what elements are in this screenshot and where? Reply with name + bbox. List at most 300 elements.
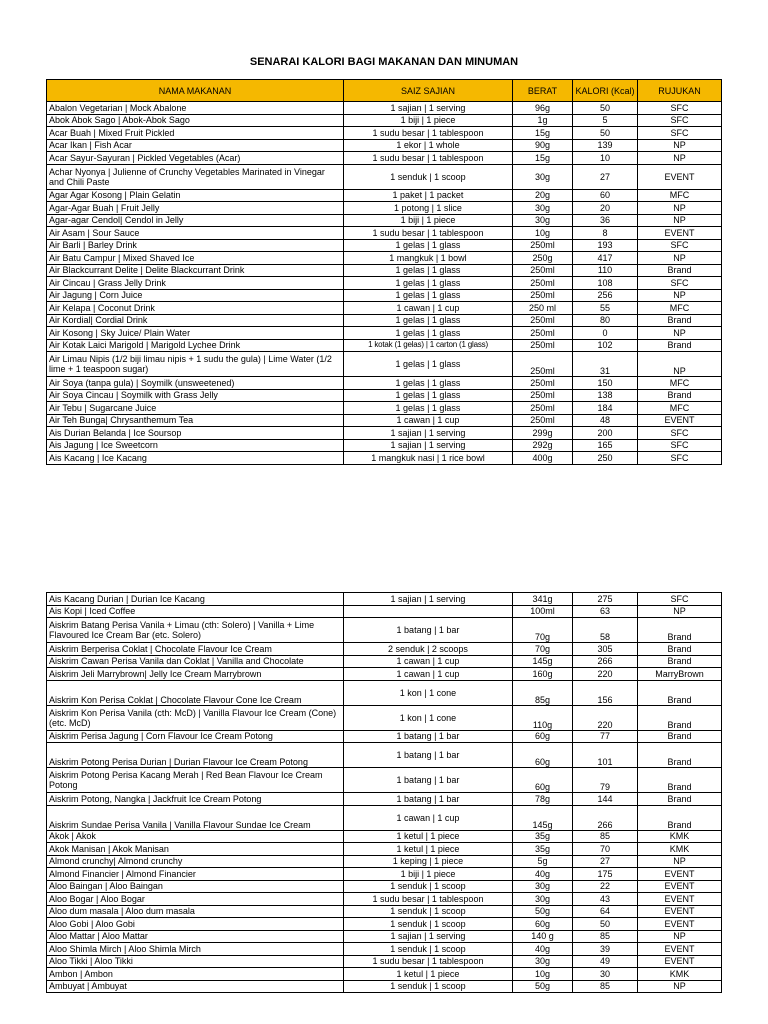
table-row — [47, 680, 722, 705]
weight-cell: 250ml — [513, 289, 573, 302]
table-row — [47, 980, 722, 993]
food-name-cell: Air Soya (tanpa gula) | Soymilk (unsweetened) — [47, 377, 344, 390]
header-reference: RUJUKAN — [638, 80, 722, 102]
food-name-cell: Ais Kacang | Ice Kacang — [47, 452, 344, 465]
reference-cell: NP — [638, 252, 722, 265]
weight-cell: 60g — [513, 768, 573, 793]
weight-cell: 85g — [513, 680, 573, 705]
serving-size-cell: 1 gelas | 1 glass — [344, 289, 513, 302]
weight-cell: 40g — [513, 868, 573, 881]
table-row — [47, 264, 722, 277]
serving-size-cell: 1 gelas | 1 glass — [344, 314, 513, 327]
serving-size-cell: 1 biji | 1 piece — [344, 114, 513, 127]
calories-cell: 165 — [573, 439, 638, 452]
weight-cell: 90g — [513, 139, 573, 152]
serving-size-cell: 1 sudu besar | 1 tablespoon — [344, 955, 513, 968]
table-row — [47, 289, 722, 302]
food-name-cell: Aiskrim Berperisa Coklat | Chocolate Flavour Ice Cream — [47, 643, 344, 656]
table-row — [47, 252, 722, 265]
calories-cell: 63 — [573, 605, 638, 618]
weight-cell: 30g — [513, 202, 573, 215]
reference-cell: MFC — [638, 377, 722, 390]
reference-cell: EVENT — [638, 164, 722, 189]
serving-size-cell: 1 senduk | 1 scoop — [344, 918, 513, 931]
reference-cell: Brand — [638, 264, 722, 277]
calories-cell: 85 — [573, 930, 638, 943]
food-name-cell: Aiskrim Batang Perisa Vanila + Limau (cth: Solero) | Vanilla + Lime Flavoured Ice Cream Bar (etc. Solero) — [47, 618, 344, 643]
weight-cell: 35g — [513, 843, 573, 856]
reference-cell: Brand — [638, 705, 722, 730]
calories-cell: 110 — [573, 264, 638, 277]
food-name-cell: Aloo Baingan | Aloo Baingan — [47, 880, 344, 893]
calories-cell: 80 — [573, 314, 638, 327]
reference-cell: NP — [638, 352, 722, 377]
reference-cell: NP — [638, 139, 722, 152]
table-row — [47, 327, 722, 340]
calories-cell: 220 — [573, 705, 638, 730]
serving-size-cell: 1 ketul | 1 piece — [344, 968, 513, 981]
table-row — [47, 427, 722, 440]
calories-cell: 50 — [573, 102, 638, 115]
table-row — [47, 189, 722, 202]
weight-cell: 35g — [513, 830, 573, 843]
table-row — [47, 152, 722, 165]
calories-cell: 31 — [573, 352, 638, 377]
calories-cell: 60 — [573, 189, 638, 202]
weight-cell: 292g — [513, 439, 573, 452]
calories-cell: 102 — [573, 339, 638, 352]
calories-cell: 79 — [573, 768, 638, 793]
weight-cell: 250ml — [513, 377, 573, 390]
food-name-cell: Air Kotak Laici Marigold | Marigold Lychee Drink — [47, 339, 344, 352]
reference-cell: EVENT — [638, 918, 722, 931]
weight-cell: 5g — [513, 855, 573, 868]
food-name-cell: Agar-Agar Buah | Fruit Jelly — [47, 202, 344, 215]
food-name-cell: Air Kordial| Cordial Drink — [47, 314, 344, 327]
table-row — [47, 843, 722, 856]
reference-cell: NP — [638, 930, 722, 943]
food-name-cell: Aiskrim Kon Perisa Coklat | Chocolate Flavour Cone Ice Cream — [47, 680, 344, 705]
reference-cell: KMK — [638, 968, 722, 981]
table-row — [47, 377, 722, 390]
serving-size-cell: 1 gelas | 1 glass — [344, 264, 513, 277]
serving-size-cell: 1 sajian | 1 serving — [344, 930, 513, 943]
food-name-cell: Acar Sayur-Sayuran | Pickled Vegetables (Acar) — [47, 152, 344, 165]
serving-size-cell: 1 gelas | 1 glass — [344, 327, 513, 340]
food-name-cell: Air Batu Campur | Mixed Shaved Ice — [47, 252, 344, 265]
serving-size-cell: 1 sajian | 1 serving — [344, 439, 513, 452]
reference-cell: NP — [638, 605, 722, 618]
table-row — [47, 705, 722, 730]
table-row — [47, 314, 722, 327]
food-name-cell: Air Barli | Barley Drink — [47, 239, 344, 252]
table-row — [47, 389, 722, 402]
serving-size-cell: 1 senduk | 1 scoop — [344, 980, 513, 993]
table-row — [47, 593, 722, 606]
reference-cell: SFC — [638, 277, 722, 290]
table-row — [47, 227, 722, 240]
calories-cell: 64 — [573, 905, 638, 918]
header-food-name: NAMA MAKANAN — [47, 80, 344, 102]
food-name-cell: Air Asam | Sour Sauce — [47, 227, 344, 240]
calories-cell: 50 — [573, 918, 638, 931]
calories-cell: 48 — [573, 414, 638, 427]
food-name-cell: Ambuyat | Ambuyat — [47, 980, 344, 993]
food-name-cell: Ambon | Ambon — [47, 968, 344, 981]
calories-cell: 55 — [573, 302, 638, 315]
calories-cell: 150 — [573, 377, 638, 390]
weight-cell: 30g — [513, 880, 573, 893]
reference-cell: MFC — [638, 402, 722, 415]
calories-cell: 0 — [573, 327, 638, 340]
reference-cell: SFC — [638, 427, 722, 440]
calories-cell: 266 — [573, 805, 638, 830]
reference-cell: Brand — [638, 730, 722, 743]
reference-cell: SFC — [638, 593, 722, 606]
weight-cell: 299g — [513, 427, 573, 440]
calories-cell: 5 — [573, 114, 638, 127]
table-row — [47, 114, 722, 127]
calories-cell: 139 — [573, 139, 638, 152]
food-name-cell: Acar Ikan | Fish Acar — [47, 139, 344, 152]
reference-cell: SFC — [638, 452, 722, 465]
reference-cell: EVENT — [638, 227, 722, 240]
reference-cell: SFC — [638, 239, 722, 252]
table-row — [47, 943, 722, 956]
calories-cell: 108 — [573, 277, 638, 290]
weight-cell: 400g — [513, 452, 573, 465]
calories-cell: 70 — [573, 843, 638, 856]
header-weight: BERAT — [513, 80, 573, 102]
table-row — [47, 968, 722, 981]
food-name-cell: Aloo Shimla Mirch | Aloo Shimla Mirch — [47, 943, 344, 956]
table-row — [47, 302, 722, 315]
weight-cell: 250ml — [513, 402, 573, 415]
serving-size-cell: 1 paket | 1 packet — [344, 189, 513, 202]
weight-cell: 15g — [513, 127, 573, 140]
food-name-cell: Abalon Vegetarian | Mock Abalone — [47, 102, 344, 115]
weight-cell: 60g — [513, 730, 573, 743]
table-row — [47, 277, 722, 290]
reference-cell: Brand — [638, 618, 722, 643]
serving-size-cell: 1 batang | 1 bar — [344, 618, 513, 643]
calories-cell: 27 — [573, 164, 638, 189]
table-row — [47, 202, 722, 215]
weight-cell: 50g — [513, 980, 573, 993]
serving-size-cell: 1 kotak (1 gelas) | 1 carton (1 glass) — [344, 339, 513, 352]
weight-cell: 30g — [513, 893, 573, 906]
reference-cell: NP — [638, 152, 722, 165]
weight-cell: 250ml — [513, 277, 573, 290]
reference-cell: EVENT — [638, 955, 722, 968]
serving-size-cell: 1 senduk | 1 scoop — [344, 943, 513, 956]
weight-cell: 60g — [513, 918, 573, 931]
calories-cell: 20 — [573, 202, 638, 215]
reference-cell: EVENT — [638, 880, 722, 893]
weight-cell: 250ml — [513, 339, 573, 352]
reference-cell: MFC — [638, 189, 722, 202]
weight-cell: 250ml — [513, 264, 573, 277]
calories-cell: 138 — [573, 389, 638, 402]
table-row — [47, 655, 722, 668]
serving-size-cell: 1 gelas | 1 glass — [344, 402, 513, 415]
serving-size-cell: 1 batang | 1 bar — [344, 743, 513, 768]
calories-cell: 36 — [573, 214, 638, 227]
reference-cell: SFC — [638, 114, 722, 127]
calories-cell: 175 — [573, 868, 638, 881]
reference-cell: SFC — [638, 102, 722, 115]
reference-cell: NP — [638, 289, 722, 302]
weight-cell: 100ml — [513, 605, 573, 618]
reference-cell: Brand — [638, 768, 722, 793]
reference-cell: Brand — [638, 314, 722, 327]
table-row — [47, 127, 722, 140]
weight-cell: 50g — [513, 905, 573, 918]
table-row — [47, 414, 722, 427]
table-row — [47, 905, 722, 918]
reference-cell: EVENT — [638, 414, 722, 427]
food-name-cell: Air Soya Cincau | Soymilk with Grass Jelly — [47, 389, 344, 402]
serving-size-cell: 1 gelas | 1 glass — [344, 352, 513, 377]
calories-cell: 43 — [573, 893, 638, 906]
weight-cell: 160g — [513, 668, 573, 681]
reference-cell: Brand — [638, 655, 722, 668]
reference-cell: SFC — [638, 127, 722, 140]
food-name-cell: Aiskrim Cawan Perisa Vanila dan Coklat | Vanilla and Chocolate — [47, 655, 344, 668]
food-name-cell: Agar-agar Cendol| Cendol in Jelly — [47, 214, 344, 227]
reference-cell: Brand — [638, 643, 722, 656]
serving-size-cell: 1 sajian | 1 serving — [344, 427, 513, 440]
serving-size-cell: 1 batang | 1 bar — [344, 768, 513, 793]
serving-size-cell: 1 gelas | 1 glass — [344, 239, 513, 252]
weight-cell: 30g — [513, 164, 573, 189]
serving-size-cell: 1 gelas | 1 glass — [344, 277, 513, 290]
serving-size-cell: 1 sajian | 1 serving — [344, 102, 513, 115]
food-name-cell: Abok Abok Sago | Abok-Abok Sago — [47, 114, 344, 127]
serving-size-cell: 1 senduk | 1 scoop — [344, 905, 513, 918]
reference-cell: KMK — [638, 843, 722, 856]
calories-cell: 417 — [573, 252, 638, 265]
weight-cell: 110g — [513, 705, 573, 730]
food-name-cell: Air Limau Nipis (1/2 biji limau nipis + 1 sudu the gula) | Lime Water (1/2 lime + 1 teaspoon sugar) — [47, 352, 344, 377]
food-name-cell: Aiskrim Sundae Perisa Vanila | Vanilla Flavour Sundae Ice Cream — [47, 805, 344, 830]
food-name-cell: Akok Manisan | Akok Manisan — [47, 843, 344, 856]
food-name-cell: Air Kelapa | Coconut Drink — [47, 302, 344, 315]
calories-cell: 49 — [573, 955, 638, 968]
calories-cell: 58 — [573, 618, 638, 643]
reference-cell: Brand — [638, 793, 722, 806]
reference-cell: Brand — [638, 805, 722, 830]
serving-size-cell: 1 cawan | 1 cup — [344, 655, 513, 668]
serving-size-cell: 2 senduk | 2 scoops — [344, 643, 513, 656]
serving-size-cell: 1 ekor | 1 whole — [344, 139, 513, 152]
calories-cell: 22 — [573, 880, 638, 893]
reference-cell: EVENT — [638, 943, 722, 956]
food-name-cell: Aloo dum masala | Aloo dum masala — [47, 905, 344, 918]
reference-cell: Brand — [638, 743, 722, 768]
reference-cell: Brand — [638, 339, 722, 352]
calories-cell: 200 — [573, 427, 638, 440]
weight-cell: 60g — [513, 743, 573, 768]
table-row — [47, 955, 722, 968]
weight-cell: 96g — [513, 102, 573, 115]
calories-cell: 50 — [573, 127, 638, 140]
table-row — [47, 805, 722, 830]
weight-cell: 15g — [513, 152, 573, 165]
weight-cell: 10g — [513, 227, 573, 240]
food-name-cell: Aiskrim Potong Perisa Durian | Durian Flavour Ice Cream Potong — [47, 743, 344, 768]
reference-cell: NP — [638, 855, 722, 868]
weight-cell: 250ml — [513, 314, 573, 327]
weight-cell: 70g — [513, 643, 573, 656]
table-row — [47, 868, 722, 881]
page-title: SENARAI KALORI BAGI MAKANAN DAN MINUMAN — [249, 56, 519, 68]
header-serving-size: SAIZ SAJIAN — [344, 80, 513, 102]
calories-cell: 30 — [573, 968, 638, 981]
serving-size-cell: 1 mangkuk | 1 bowl — [344, 252, 513, 265]
table-row — [47, 830, 722, 843]
food-name-cell: Acar Buah | Mixed Fruit Pickled — [47, 127, 344, 140]
calories-cell: 305 — [573, 643, 638, 656]
food-name-cell: Achar Nyonya | Julienne of Crunchy Vegetables Marinated in Vinegar and Chili Paste — [47, 164, 344, 189]
table-row — [47, 930, 722, 943]
food-name-cell: Air Cincau | Grass Jelly Drink — [47, 277, 344, 290]
reference-cell: Brand — [638, 680, 722, 705]
weight-cell: 250ml — [513, 239, 573, 252]
reference-cell: Brand — [638, 389, 722, 402]
food-name-cell: Air Tebu | Sugarcane Juice — [47, 402, 344, 415]
serving-size-cell: 1 sudu besar | 1 tablespoon — [344, 227, 513, 240]
weight-cell: 250 ml — [513, 302, 573, 315]
weight-cell: 250ml — [513, 327, 573, 340]
table-header-row — [47, 80, 722, 102]
weight-cell: 341g — [513, 593, 573, 606]
food-name-cell: Aloo Gobi | Aloo Gobi — [47, 918, 344, 931]
serving-size-cell: 1 cawan | 1 cup — [344, 302, 513, 315]
calories-cell: 85 — [573, 980, 638, 993]
calories-cell: 250 — [573, 452, 638, 465]
serving-size-cell: 1 gelas | 1 glass — [344, 389, 513, 402]
table-row — [47, 352, 722, 377]
food-name-cell: Air Kosong | Sky Juice/ Plain Water — [47, 327, 344, 340]
table-row — [47, 605, 722, 618]
calories-cell: 144 — [573, 793, 638, 806]
serving-size-cell: 1 ketul | 1 piece — [344, 830, 513, 843]
calories-cell: 256 — [573, 289, 638, 302]
serving-size-cell: 1 kon | 1 cone — [344, 680, 513, 705]
table-row — [47, 668, 722, 681]
calories-cell: 85 — [573, 830, 638, 843]
table-row — [47, 164, 722, 189]
serving-size-cell: 1 ketul | 1 piece — [344, 843, 513, 856]
table-row — [47, 452, 722, 465]
food-name-cell: Ais Kopi | Iced Coffee — [47, 605, 344, 618]
serving-size-cell: 1 biji | 1 piece — [344, 868, 513, 881]
reference-cell: SFC — [638, 439, 722, 452]
serving-size-cell: 1 sudu besar | 1 tablespoon — [344, 127, 513, 140]
table-row — [47, 643, 722, 656]
reference-cell: NP — [638, 980, 722, 993]
table-row — [47, 214, 722, 227]
weight-cell: 250ml — [513, 352, 573, 377]
table-row — [47, 439, 722, 452]
calories-cell: 10 — [573, 152, 638, 165]
weight-cell: 20g — [513, 189, 573, 202]
reference-cell: MarryBrown — [638, 668, 722, 681]
food-name-cell: Aloo Tikki | Aloo Tikki — [47, 955, 344, 968]
table-row — [47, 139, 722, 152]
serving-size-cell: 1 cawan | 1 cup — [344, 805, 513, 830]
weight-cell: 78g — [513, 793, 573, 806]
food-name-cell: Aloo Mattar | Aloo Mattar — [47, 930, 344, 943]
header-calories: KALORI (Kcal) — [573, 80, 638, 102]
serving-size-cell: 1 sudu besar | 1 tablespoon — [344, 893, 513, 906]
weight-cell: 250ml — [513, 389, 573, 402]
weight-cell: 70g — [513, 618, 573, 643]
food-name-cell: Aiskrim Perisa Jagung | Corn Flavour Ice Cream Potong — [47, 730, 344, 743]
serving-size-cell: 1 senduk | 1 scoop — [344, 164, 513, 189]
serving-size-cell: 1 mangkuk nasi | 1 rice bowl — [344, 452, 513, 465]
table-row — [47, 402, 722, 415]
weight-cell: 30g — [513, 214, 573, 227]
serving-size-cell: 1 cawan | 1 cup — [344, 414, 513, 427]
food-name-cell: Almond crunchy| Almond crunchy — [47, 855, 344, 868]
food-name-cell: Akok | Akok — [47, 830, 344, 843]
calories-cell: 27 — [573, 855, 638, 868]
calories-cell: 101 — [573, 743, 638, 768]
table-row — [47, 793, 722, 806]
table-row — [47, 880, 722, 893]
calories-cell: 184 — [573, 402, 638, 415]
table-row — [47, 102, 722, 115]
reference-cell: EVENT — [638, 868, 722, 881]
serving-size-cell — [344, 605, 513, 618]
calorie-table-1 — [46, 79, 722, 465]
weight-cell: 250ml — [513, 414, 573, 427]
table-row — [47, 743, 722, 768]
serving-size-cell: 1 sudu besar | 1 tablespoon — [344, 152, 513, 165]
calories-cell: 39 — [573, 943, 638, 956]
food-name-cell: Aiskrim Jeli Marrybrown| Jelly Ice Cream Marrybrown — [47, 668, 344, 681]
serving-size-cell: 1 keping | 1 piece — [344, 855, 513, 868]
serving-size-cell: 1 gelas | 1 glass — [344, 377, 513, 390]
calories-cell: 220 — [573, 668, 638, 681]
table-row — [47, 618, 722, 643]
serving-size-cell: 1 sajian | 1 serving — [344, 593, 513, 606]
table-row — [47, 730, 722, 743]
reference-cell: NP — [638, 327, 722, 340]
weight-cell: 30g — [513, 955, 573, 968]
weight-cell: 1g — [513, 114, 573, 127]
food-name-cell: Aloo Bogar | Aloo Bogar — [47, 893, 344, 906]
serving-size-cell: 1 cawan | 1 cup — [344, 668, 513, 681]
calories-cell: 275 — [573, 593, 638, 606]
table-row — [47, 339, 722, 352]
table-row — [47, 768, 722, 793]
calories-cell: 156 — [573, 680, 638, 705]
food-name-cell: Air Jagung | Corn Juice — [47, 289, 344, 302]
calories-cell: 193 — [573, 239, 638, 252]
weight-cell: 10g — [513, 968, 573, 981]
calories-cell: 77 — [573, 730, 638, 743]
weight-cell: 250g — [513, 252, 573, 265]
serving-size-cell: 1 biji | 1 piece — [344, 214, 513, 227]
reference-cell: NP — [638, 214, 722, 227]
table-row — [47, 918, 722, 931]
reference-cell: EVENT — [638, 905, 722, 918]
reference-cell: NP — [638, 202, 722, 215]
calories-cell: 8 — [573, 227, 638, 240]
